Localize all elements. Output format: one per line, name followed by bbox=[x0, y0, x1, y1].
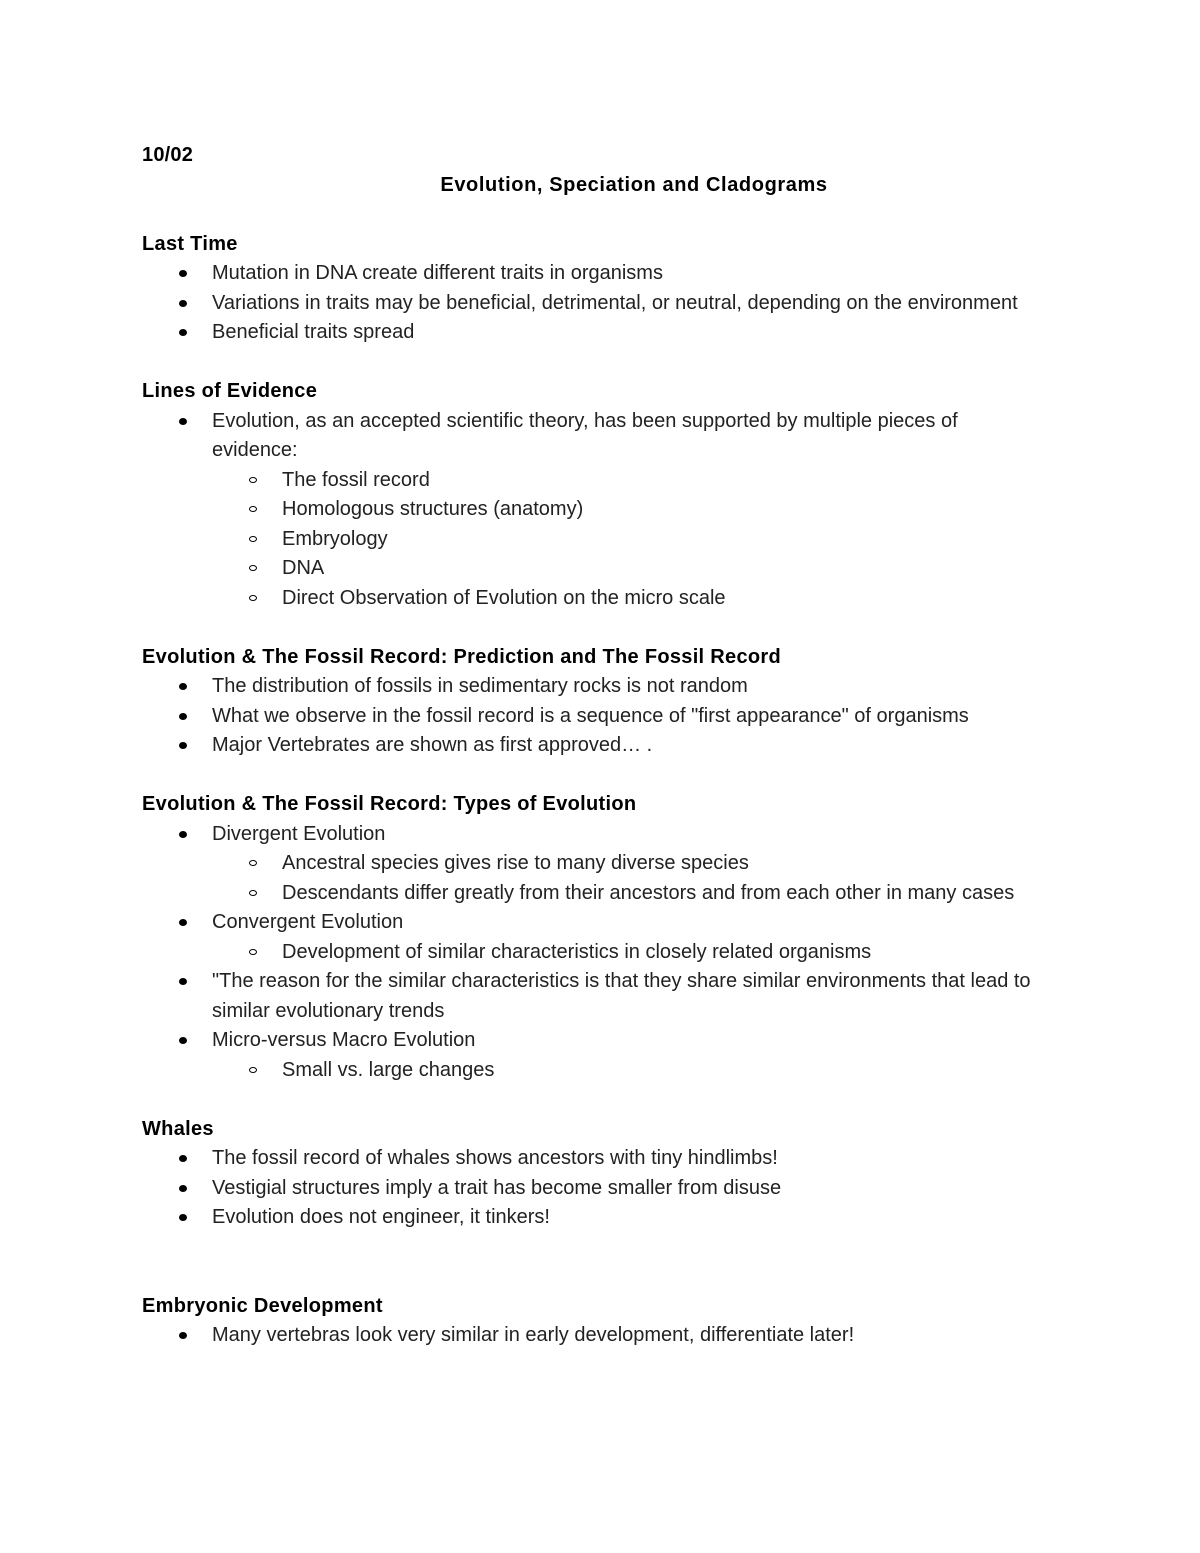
section-heading: Lines of Evidence bbox=[142, 380, 318, 402]
section-embryonic-development bbox=[142, 1292, 1042, 1351]
section-heading: Whales bbox=[142, 1117, 214, 1140]
list-item: Evolution does not engineer, it tinkers! bbox=[142, 1203, 1042, 1233]
list-item: Variations in traits may be beneficial, detrimental, or neutral, depending on the environment bbox=[142, 289, 1042, 319]
hollow-bullet-icon bbox=[249, 565, 257, 571]
bullet-list bbox=[142, 259, 1042, 348]
sub-list-item: The fossil record bbox=[212, 466, 1042, 496]
bullet-list bbox=[142, 820, 1042, 1086]
sub-bullet-list bbox=[212, 938, 1042, 968]
hollow-bullet-icon bbox=[249, 506, 257, 512]
bullet-list bbox=[142, 407, 1042, 614]
sub-list-item: Ancestral species gives rise to many diverse species bbox=[212, 849, 1042, 879]
sub-list-item: Development of similar characteristics in closely related organisms bbox=[212, 938, 1042, 968]
document-page bbox=[142, 141, 1042, 1351]
list-item: Mutation in DNA create different traits in organisms bbox=[142, 259, 1042, 289]
sub-list-item: Descendants differ greatly from their ancestors and from each other in many cases bbox=[212, 879, 1042, 909]
list-item: Convergent Evolution Development of similar characteristics in closely related organisms bbox=[142, 908, 1042, 967]
date: 10/02 bbox=[142, 144, 194, 166]
list-item: The distribution of fossils in sedimentary rocks is not random bbox=[142, 672, 1042, 702]
section-heading: Last Time bbox=[142, 232, 238, 255]
sub-list-item: Small vs. large changes bbox=[212, 1056, 1042, 1086]
bullet-icon bbox=[179, 1037, 187, 1044]
section-heading: Evolution & The Fossil Record: Types of Evolution bbox=[142, 793, 637, 815]
bullet-icon bbox=[179, 831, 187, 838]
sub-bullet-list bbox=[212, 1056, 1042, 1086]
bullet-icon bbox=[179, 418, 187, 425]
bullet-icon bbox=[179, 1332, 187, 1339]
bullet-list bbox=[142, 1144, 1042, 1233]
section-heading: Evolution & The Fossil Record: Prediction and The Fossil Record bbox=[142, 645, 781, 668]
bullet-icon bbox=[179, 742, 187, 749]
list-item: Beneficial traits spread bbox=[142, 318, 1042, 348]
bullet-icon bbox=[179, 713, 187, 720]
hollow-bullet-icon bbox=[249, 949, 257, 955]
bullet-icon bbox=[179, 329, 187, 336]
section-heading: Embryonic Development bbox=[142, 1294, 383, 1317]
bullet-icon bbox=[179, 978, 187, 985]
section-prediction bbox=[142, 643, 1042, 761]
section-last-time bbox=[142, 230, 1042, 348]
list-item: The fossil record of whales shows ancestors with tiny hindlimbs! bbox=[142, 1144, 1042, 1174]
hollow-bullet-icon bbox=[249, 860, 257, 866]
bullet-icon bbox=[179, 1155, 187, 1162]
list-item: What we observe in the fossil record is a sequence of "first appearance" of organisms bbox=[142, 702, 1042, 732]
bullet-icon bbox=[179, 1214, 187, 1221]
list-item: Evolution, as an accepted scientific theory, has been supported by multiple pieces of evidence: The fossil record Homologous structures (anatomy) Embryology DNA Direct Observation of Evolution on the micro scale bbox=[142, 407, 1042, 614]
section-lines-of-evidence bbox=[142, 377, 1042, 613]
section-types-of-evolution bbox=[142, 790, 1042, 1085]
sub-list-item: DNA bbox=[212, 554, 1042, 584]
sub-bullet-list bbox=[212, 466, 1042, 614]
sub-bullet-list bbox=[212, 849, 1042, 908]
list-item: Many vertebras look very similar in early development, differentiate later! bbox=[142, 1321, 1042, 1351]
bullet-icon bbox=[179, 1185, 187, 1192]
document-title: Evolution, Speciation and Cladograms bbox=[440, 173, 828, 196]
bullet-list bbox=[142, 1321, 1042, 1351]
hollow-bullet-icon bbox=[249, 595, 257, 601]
hollow-bullet-icon bbox=[249, 890, 257, 896]
hollow-bullet-icon bbox=[249, 477, 257, 483]
section-whales bbox=[142, 1115, 1042, 1233]
blank-line bbox=[142, 1233, 1042, 1263]
list-item: "The reason for the similar characteristics is that they share similar environments that lead to similar evolutionary trends bbox=[142, 967, 1042, 1026]
list-item: Vestigial structures imply a trait has become smaller from disuse bbox=[142, 1174, 1042, 1204]
bullet-icon bbox=[179, 683, 187, 690]
list-item: Major Vertebrates are shown as first approved… . bbox=[142, 731, 1042, 761]
bullet-icon bbox=[179, 300, 187, 307]
sub-list-item: Direct Observation of Evolution on the micro scale bbox=[212, 584, 1042, 614]
list-item: Divergent Evolution Ancestral species gives rise to many diverse species Descendants differ greatly from their ancestors and from each other in many cases bbox=[142, 820, 1042, 909]
sub-list-item: Homologous structures (anatomy) bbox=[212, 495, 1042, 525]
hollow-bullet-icon bbox=[249, 1067, 257, 1073]
hollow-bullet-icon bbox=[249, 536, 257, 542]
sub-list-item: Embryology bbox=[212, 525, 1042, 555]
bullet-list bbox=[142, 672, 1042, 761]
bullet-icon bbox=[179, 919, 187, 926]
list-item: Micro-versus Macro Evolution Small vs. large changes bbox=[142, 1026, 1042, 1085]
bullet-icon bbox=[179, 270, 187, 277]
